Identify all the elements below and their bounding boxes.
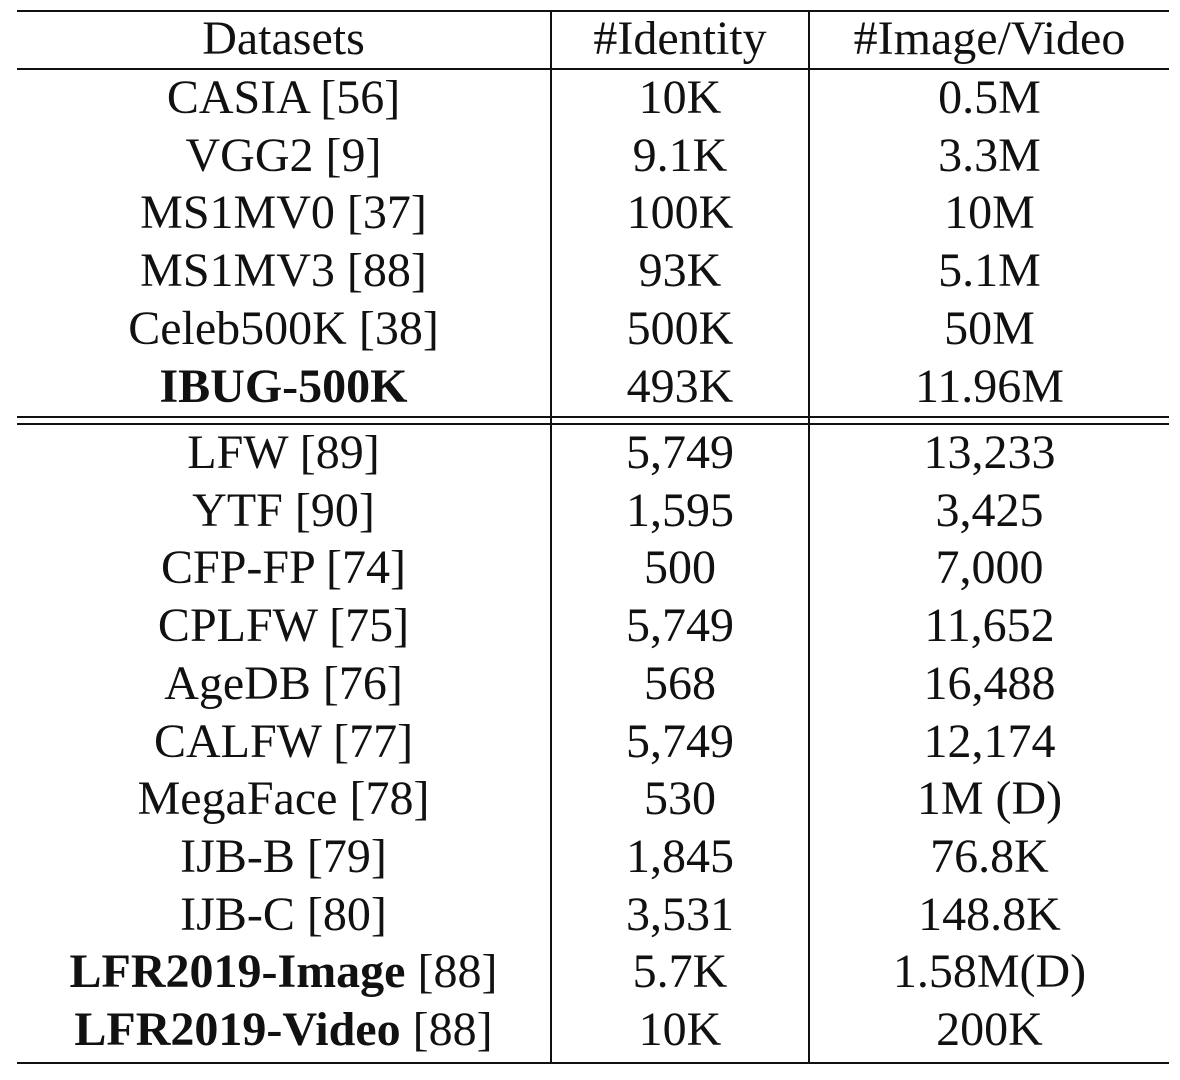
identity-count: 1,595 — [626, 483, 734, 537]
table-row — [17, 358, 1169, 416]
table-row — [17, 655, 1169, 713]
citation-ref: [77] — [333, 714, 414, 768]
dataset-name: LFR2019-Image — [69, 945, 406, 999]
citation-ref: [74] — [326, 541, 406, 595]
citation-ref: [79] — [306, 829, 387, 883]
header-image-video: #Image/Video — [853, 12, 1126, 65]
table-row — [17, 713, 1169, 771]
dataset-name-cell — [17, 886, 550, 944]
dataset-name: MegaFace — [137, 772, 338, 826]
citation-ref: [9] — [325, 128, 382, 182]
identity-count: 500K — [626, 301, 734, 355]
identity-count: 9.1K — [632, 128, 728, 182]
identity-count: 5.7K — [632, 945, 728, 999]
dataset-name: MS1MV3 — [140, 244, 335, 298]
table-row — [17, 1001, 1169, 1059]
identity-count: 5,749 — [626, 599, 734, 653]
identity-count: 493K — [626, 359, 734, 413]
image-video-count: 11.96M — [915, 359, 1064, 413]
dataset-name: YTF — [192, 483, 283, 537]
dataset-name: VGG2 — [185, 128, 314, 182]
image-video-count: 0.5M — [938, 71, 1041, 124]
image-video-count: 7,000 — [935, 541, 1044, 595]
identity-count: 5,749 — [626, 714, 734, 768]
table-row — [17, 539, 1169, 597]
identity-count: 500 — [644, 541, 716, 595]
dataset-name: CALFW — [153, 714, 322, 768]
dataset-name: CPLFW — [157, 599, 318, 653]
identity-count: 1,845 — [626, 829, 734, 883]
dataset-name: LFW — [187, 426, 288, 479]
dataset-name-cell — [17, 358, 550, 416]
image-video-count: 200K — [936, 1003, 1043, 1056]
header-identity: #Identity — [593, 12, 767, 65]
dataset-name-cell — [17, 828, 550, 886]
image-video-count: 12,174 — [923, 714, 1056, 768]
citation-ref: [90] — [294, 483, 375, 537]
header-datasets: Datasets — [202, 12, 365, 65]
identity-count: 10K — [638, 71, 722, 124]
table-row — [17, 597, 1169, 655]
header-row — [17, 10, 1169, 68]
dataset-name-cell — [17, 1001, 550, 1059]
citation-ref: [56] — [320, 71, 401, 124]
table-row — [17, 127, 1169, 185]
image-video-count: 50M — [944, 301, 1035, 355]
dataset-name-cell — [17, 424, 550, 482]
bottom-rule — [17, 1062, 1169, 1064]
image-video-count: 148.8K — [918, 887, 1061, 941]
dataset-name-cell — [17, 69, 550, 127]
identity-count: 530 — [644, 772, 716, 826]
identity-count: 3,531 — [626, 887, 734, 941]
image-video-count: 3.3M — [938, 128, 1041, 182]
dataset-name: Celeb500K — [128, 301, 347, 355]
dataset-name-cell — [17, 943, 550, 1001]
citation-ref: [38] — [358, 301, 439, 355]
dataset-name-cell — [17, 713, 550, 771]
table-row — [17, 482, 1169, 540]
image-video-count: 5.1M — [938, 244, 1041, 298]
image-video-count: 10M — [944, 186, 1035, 240]
dataset-name-cell — [17, 242, 550, 300]
dataset-name-cell — [17, 300, 550, 358]
dataset-name-cell — [17, 597, 550, 655]
citation-ref: [88] — [346, 244, 427, 298]
identity-count: 100K — [626, 186, 734, 240]
citation-ref: [75] — [329, 599, 410, 653]
image-video-count: 1.58M(D) — [892, 945, 1087, 999]
table-row — [17, 886, 1169, 944]
dataset-name-cell — [17, 184, 550, 242]
dataset-name: CFP-FP — [161, 541, 315, 595]
dataset-name: IJB-B — [180, 829, 295, 883]
dataset-name: AgeDB — [164, 656, 311, 710]
dataset-name: IJB-C — [180, 887, 295, 941]
citation-ref: [37] — [346, 186, 427, 240]
dataset-name: IBUG-500K — [159, 359, 408, 413]
identity-count: 10K — [638, 1003, 722, 1056]
table-row — [17, 828, 1169, 886]
dataset-name-cell — [17, 127, 550, 185]
image-video-count: 11,652 — [924, 599, 1055, 653]
dataset-name-cell — [17, 539, 550, 597]
table-row — [17, 184, 1169, 242]
identity-count: 93K — [638, 244, 722, 298]
identity-count: 568 — [644, 656, 716, 710]
citation-ref: [89] — [299, 426, 380, 479]
dataset-name-cell — [17, 482, 550, 540]
dataset-name: LFR2019-Video — [74, 1003, 401, 1056]
table-row — [17, 943, 1169, 1001]
citation-ref: [78] — [349, 772, 430, 826]
dataset-name-cell — [17, 770, 550, 828]
dataset-name: MS1MV0 — [140, 186, 335, 240]
dataset-name: CASIA — [166, 71, 309, 124]
dataset-name-cell — [17, 655, 550, 713]
table-row — [17, 242, 1169, 300]
image-video-count: 1M (D) — [916, 772, 1063, 826]
table-row — [17, 300, 1169, 358]
table-row — [17, 770, 1169, 828]
section-rule-upper — [17, 416, 1169, 418]
image-video-count: 16,488 — [923, 656, 1056, 710]
image-video-count: 76.8K — [930, 829, 1049, 883]
table-row — [17, 424, 1169, 482]
citation-ref: [76] — [322, 656, 403, 710]
citation-ref: [80] — [306, 887, 387, 941]
image-video-count: 13,233 — [923, 426, 1056, 479]
citation-ref: [88] — [417, 945, 498, 999]
citation-ref: [88] — [412, 1003, 493, 1056]
identity-count: 5,749 — [626, 426, 734, 479]
table-row — [17, 69, 1169, 127]
image-video-count: 3,425 — [935, 483, 1044, 537]
